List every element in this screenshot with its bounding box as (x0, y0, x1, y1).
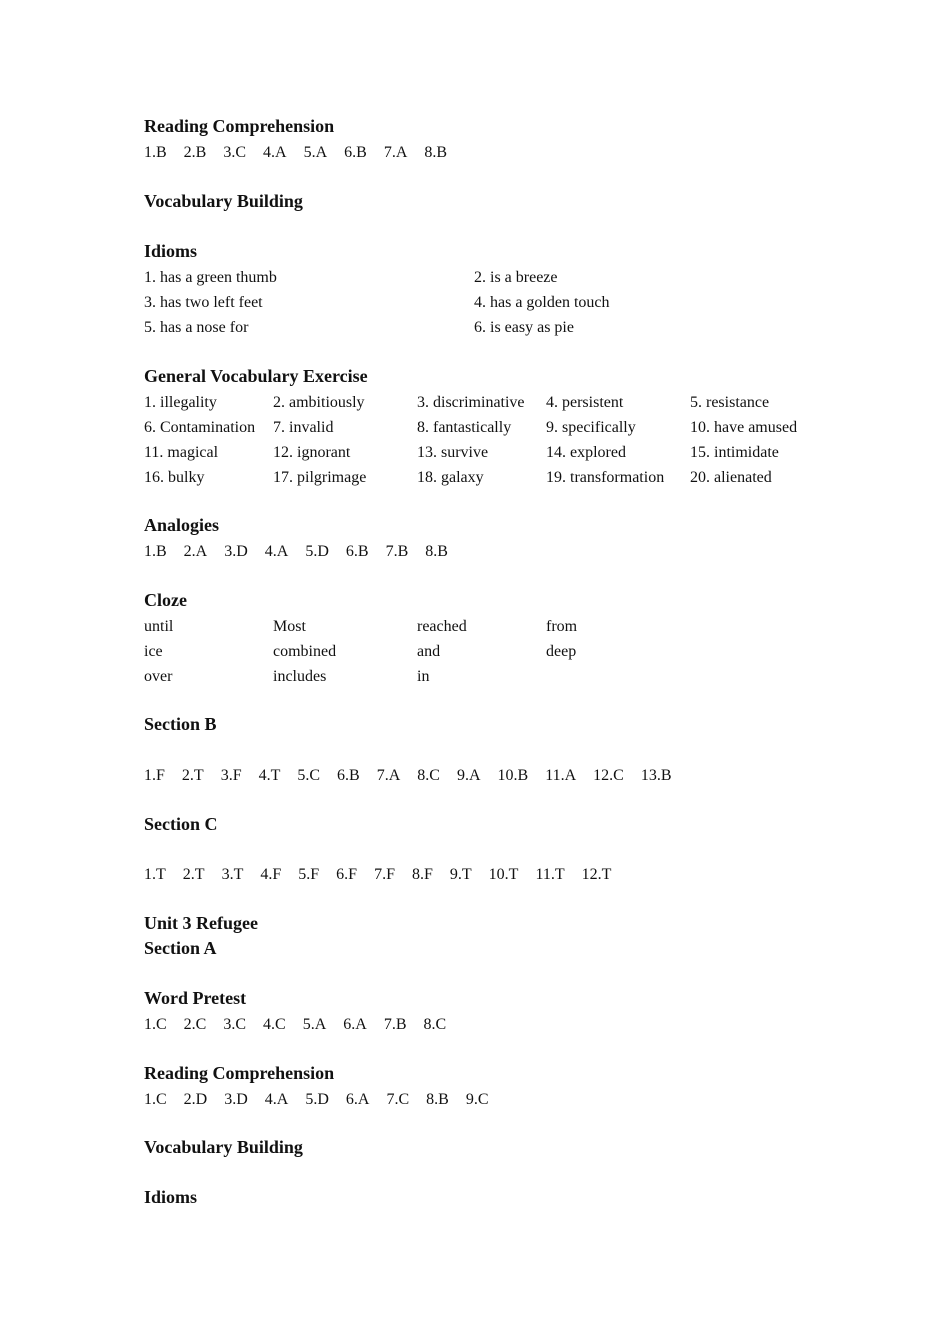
answer: 8.F (411, 866, 433, 883)
answer: 12.T (581, 866, 612, 883)
vocab-item: 10. have amused (690, 419, 798, 436)
answer: 7.F (374, 866, 395, 883)
heading-general-vocabulary-exercise: General Vocabulary Exercise (144, 366, 368, 386)
cloze-word: reached (417, 618, 467, 635)
answer: 1.B (144, 144, 167, 161)
answer: 2.A (183, 543, 208, 560)
answer: 6.A (345, 1091, 370, 1108)
cloze-word: in (417, 668, 430, 685)
answer: 6.B (344, 144, 367, 161)
answer: 11.A (545, 767, 577, 784)
answer: 2.T (182, 866, 205, 883)
vocab-item: 19. transformation (546, 469, 665, 486)
answer: 11.T (535, 866, 565, 883)
answer: 13.B (640, 767, 672, 784)
answer: 5.C (297, 767, 321, 784)
answer-row-section-b (144, 764, 689, 788)
answer: 7.A (383, 144, 408, 161)
idiom-item: 3. has two left feet (144, 294, 263, 311)
cloze-word: includes (273, 668, 327, 685)
answer: 7.B (385, 543, 409, 560)
vocab-item: 6. Contamination (144, 419, 256, 436)
answer: 3.C (223, 1016, 247, 1033)
answer: 8.C (423, 1016, 447, 1033)
vocab-item: 4. persistent (546, 394, 624, 411)
answer: 6.B (345, 543, 369, 560)
answer: 2.C (183, 1016, 207, 1033)
answer-row-analogies (144, 540, 465, 564)
vocab-item: 14. explored (546, 444, 626, 461)
heading-cloze: Cloze (144, 590, 187, 610)
answer-row-word-pretest (144, 1013, 463, 1037)
heading-analogies: Analogies (144, 515, 220, 535)
answer: 9.C (465, 1091, 489, 1108)
answer: 4.A (264, 1091, 289, 1108)
heading-unit-3-section-a: Section A (144, 938, 217, 958)
answer: 8.B (425, 543, 448, 560)
vocab-item: 11. magical (144, 444, 219, 461)
answer: 3.C (223, 144, 247, 161)
answer: 1.B (144, 543, 167, 560)
answer: 4.C (263, 1016, 286, 1033)
heading-section-c: Section C (144, 814, 218, 834)
vocab-item: 8. fantastically (417, 419, 512, 436)
answer: 3.D (224, 1091, 248, 1108)
vocab-item: 20. alienated (690, 469, 772, 486)
vocab-item: 2. ambitiously (273, 394, 365, 411)
answer: 7.C (386, 1091, 410, 1108)
answer: 1.C (144, 1016, 167, 1033)
answer: 8.B (426, 1091, 449, 1108)
answer: 3.F (220, 767, 242, 784)
heading-vocabulary-building-2: Vocabulary Building (144, 1137, 303, 1157)
answer: 5.A (302, 1016, 327, 1033)
vocab-item: 13. survive (417, 444, 489, 461)
answer: 8.B (424, 144, 448, 161)
answer: 9.T (449, 866, 472, 883)
answer-row-section-c (144, 863, 628, 887)
answer: 5.F (298, 866, 320, 883)
answer: 6.A (343, 1016, 367, 1033)
answer: 10.T (488, 866, 519, 883)
vocab-item: 15. intimidate (690, 444, 779, 461)
answer: 5.D (305, 543, 329, 560)
heading-vocabulary-building: Vocabulary Building (144, 191, 303, 211)
answer: 5.D (305, 1091, 329, 1108)
answer: 3.D (224, 543, 248, 560)
answer: 8.C (417, 767, 440, 784)
vocab-item: 3. discriminative (417, 394, 525, 411)
cloze-word: ice (144, 643, 163, 660)
vocab-item: 18. galaxy (417, 469, 484, 486)
vocab-item: 1. illegality (144, 394, 217, 411)
vocab-item: 17. pilgrimage (273, 469, 367, 486)
heading-word-pretest: Word Pretest (144, 988, 247, 1008)
vocab-item: 5. resistance (690, 394, 770, 411)
heading-reading-comprehension: Reading Comprehension (144, 116, 335, 136)
answer: 1.F (144, 767, 165, 784)
cloze-word: Most (273, 618, 306, 635)
heading-idioms-2: Idioms (144, 1187, 198, 1207)
heading-unit-3: Unit 3 Refugee (144, 913, 258, 933)
cloze-word: combined (273, 643, 337, 660)
answer: 3.T (221, 866, 244, 883)
answer: 5.A (303, 144, 328, 161)
vocab-item: 7. invalid (273, 419, 334, 436)
answer: 9.A (456, 767, 481, 784)
answer-row-reading-comprehension-2 (144, 1088, 506, 1112)
vocab-item: 16. bulky (144, 469, 205, 486)
answer: 7.B (383, 1016, 407, 1033)
idiom-item: 5. has a nose for (144, 319, 249, 336)
vocab-item: 9. specifically (546, 419, 636, 436)
cloze-word: over (144, 668, 173, 685)
answer: 6.F (336, 866, 358, 883)
cloze-word: from (546, 618, 578, 635)
answer: 4.A (264, 543, 289, 560)
answer: 12.C (593, 767, 624, 784)
answer: 2.B (183, 144, 207, 161)
idiom-item: 6. is easy as pie (474, 319, 574, 336)
vocab-item: 12. ignorant (273, 444, 351, 461)
answer-row-reading-comprehension (144, 141, 464, 165)
cloze-word: deep (546, 643, 577, 660)
answer: 2.T (181, 767, 204, 784)
heading-idioms: Idioms (144, 241, 198, 261)
idiom-item: 2. is a breeze (474, 269, 558, 286)
answer: 2.D (183, 1091, 208, 1108)
answer: 6.B (337, 767, 360, 784)
answer: 7.A (376, 767, 401, 784)
cloze-word: until (144, 618, 174, 635)
answer: 4.T (258, 767, 281, 784)
answer: 4.F (260, 866, 282, 883)
answer: 1.C (144, 1091, 167, 1108)
answer: 4.A (263, 144, 287, 161)
idiom-item: 4. has a golden touch (474, 294, 610, 311)
heading-section-b: Section B (144, 714, 217, 734)
answer: 1.T (144, 866, 166, 883)
answer: 10.B (497, 767, 529, 784)
heading-reading-comprehension-2: Reading Comprehension (144, 1063, 335, 1083)
idiom-item: 1. has a green thumb (144, 269, 277, 286)
cloze-word: and (417, 643, 441, 660)
